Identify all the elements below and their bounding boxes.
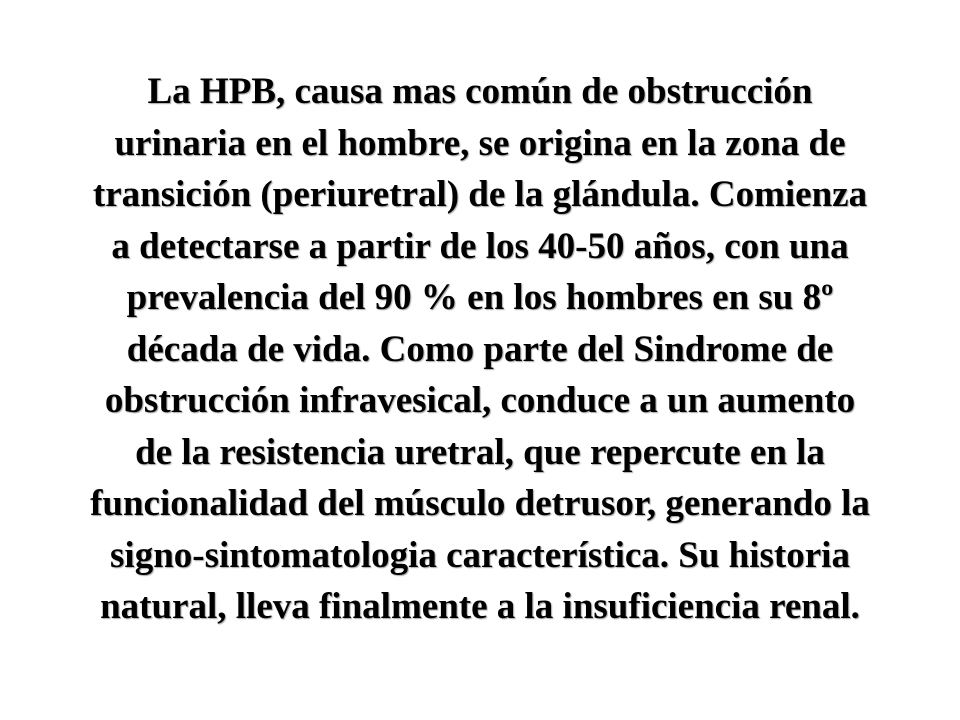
paragraph-line: transición (periuretral) de la glándula. Comienza (92, 174, 868, 215)
paragraph-line: obstrucción infravesical, conduce a un aumento (104, 380, 856, 421)
slide-body-paragraph (40, 66, 920, 633)
paragraph-line: a detectarse a partir de los 40-50 años, con una (111, 225, 849, 267)
paragraph-line: La HPB, causa mas común de obstrucción (147, 71, 813, 112)
paragraph-line: década de vida. Como parte del Sindrome de (126, 328, 834, 370)
paragraph-line: prevalencia del 90 % en los hombres en su 8º (126, 277, 834, 318)
paragraph-line: de la resistencia uretral, que repercute en la (135, 431, 825, 473)
paragraph-line: funcionalidad del músculo detrusor, generando la (90, 483, 870, 524)
paragraph-line: urinaria en el hombre, se origina en la zona de (114, 122, 846, 164)
paragraph-line: natural, lleva finalmente a la insuficiencia renal. (100, 586, 860, 627)
paragraph-line: signo-sintomatologia característica. Su historia (110, 534, 850, 576)
